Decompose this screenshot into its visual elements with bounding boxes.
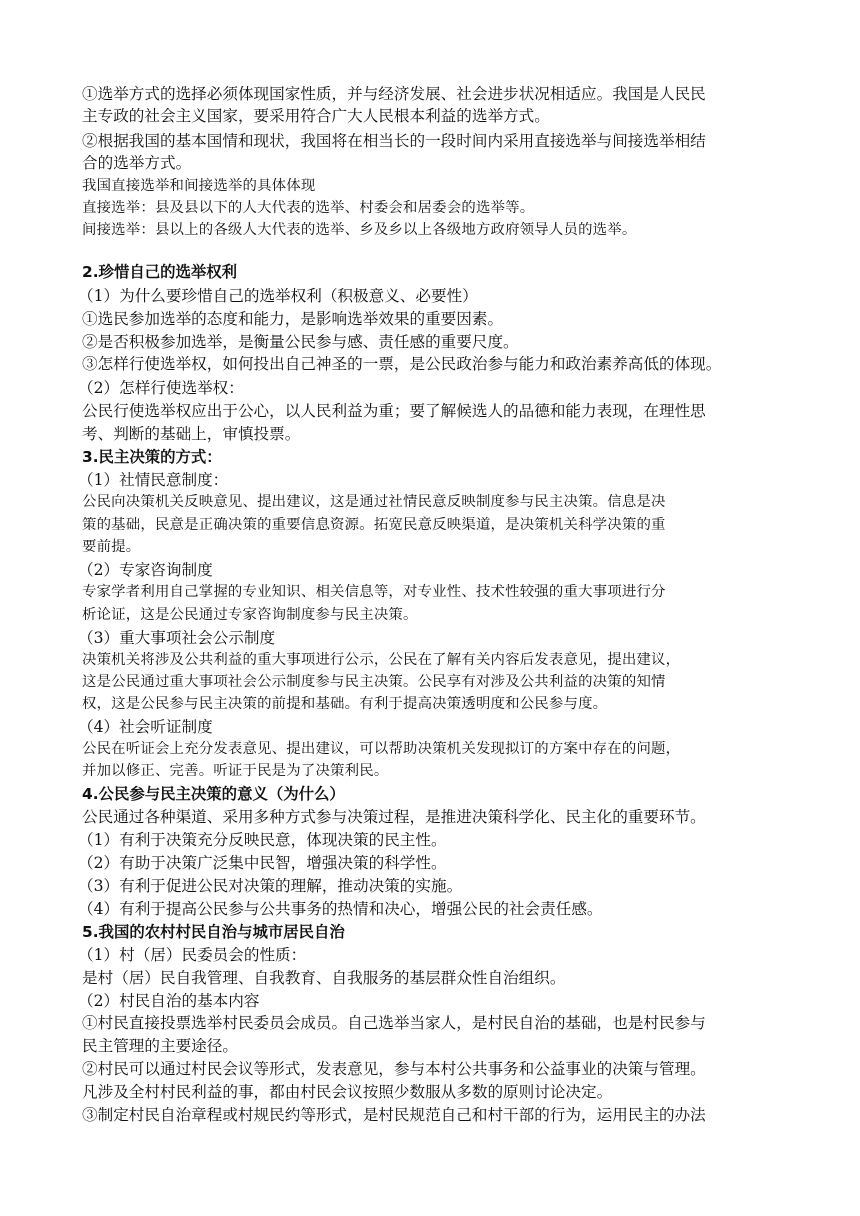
section-heading: 4.公民参与民主决策的意义（为什么） — [82, 785, 345, 803]
section-heading: 3.民主决策的方式： — [82, 448, 222, 466]
text-line: 直接选举：县及县以下的人大代表的选举、村委会和居委会的选举等。 — [82, 200, 535, 216]
text-line: 权，这是公民参与民主决策的前提和基础。有利于提高决策透明度和公民参与度。 — [82, 696, 608, 712]
text-line: 公民通过各种渠道、采用多种方式参与决策过程，是推进决策科学化、民主化的重要环节。 — [82, 808, 706, 826]
text-line: ②村民可以通过村民会议等形式，发表意见，参与本村公共事务和公益事业的决策与管理。 — [82, 1060, 706, 1078]
text-line: 凡涉及全村村民利益的事，都由村民会议按照少数服从多数的原则讨论决定。 — [82, 1083, 613, 1101]
subheading: （2）怎样行使选举权： — [78, 379, 244, 397]
subheading: （4）社会听证制度 — [78, 718, 213, 736]
section-heading: 2.珍惜自己的选举权利 — [82, 263, 238, 281]
text-line: ①村民直接投票选举村民委员会成员。自己选举当家人，是村民自治的基础，也是村民参与 — [82, 1014, 706, 1032]
text-line: ②是否积极参加选举，是衡量公民参与感、责任感的重要尺度。 — [82, 333, 519, 351]
text-line: 间接选举：县以上的各级人大代表的选举、乡及乡以上各级地方政府领导人员的选举。 — [82, 222, 637, 238]
text-line: ①选举方式的选择必须体现国家性质，并与经济发展、社会进步状况相适应。我国是人民民 — [82, 85, 706, 103]
text-line: ③制定村民自治章程或村规民约等形式，是村民规范自己和村干部的行为，运用民主的办法 — [82, 1106, 706, 1124]
text-line: ③怎样行使选举权，如何投出自己神圣的一票，是公民政治参与能力和政治素养高低的体现。 — [82, 355, 722, 373]
text-line: 决策机关将涉及公共利益的重大事项进行公示，公民在了解有关内容后发表意见，提出建议， — [82, 652, 681, 668]
subheading: （1）为什么要珍惜自己的选举权利（积极意义、必要性） — [78, 287, 478, 305]
text-line: 策的基础，民意是正确决策的重要信息资源。拓宽民意反映渠道，是决策机关科学决策的重 — [82, 517, 666, 533]
text-line: 合的选举方式。 — [82, 154, 192, 172]
text-line: 主专政的社会主义国家，要采用符合广大人民根本利益的选举方式。 — [82, 107, 550, 125]
subheading: （2）专家咨询制度 — [78, 561, 213, 579]
subheading: （1）社情民意制度： — [78, 471, 229, 489]
list-item: （2）有助于决策广泛集中民智，增强决策的科学性。 — [78, 854, 447, 872]
text-line: 专家学者利用自己掌握的专业知识、相关信息等，对专业性、技术性较强的重大事项进行分 — [82, 584, 666, 600]
subheading: （2）村民自治的基本内容 — [78, 992, 260, 1010]
text-line: ①选民参加选举的态度和能力，是影响选举效果的重要因素。 — [82, 310, 504, 328]
text-line: 考、判断的基础上，审慎投票。 — [82, 425, 301, 443]
text-line: 公民向决策机关反映意见、提出建议，这是通过社情民意反映制度参与民主决策。信息是决 — [82, 494, 666, 510]
subheading: （3）重大事项社会公示制度 — [78, 629, 276, 647]
text-line: 民主管理的主要途径。 — [82, 1037, 238, 1055]
text-line: 公民在听证会上充分发表意见、提出建议，可以帮助决策机关发现拟订的方案中存在的问题， — [82, 741, 681, 757]
list-item: （1）有利于决策充分反映民意，体现决策的民主性。 — [78, 831, 447, 849]
subheading: （1）村（居）民委员会的性质： — [78, 946, 307, 964]
text-line: 要前提。 — [82, 539, 141, 555]
section-heading: 5.我国的农村村民自治与城市居民自治 — [82, 923, 345, 941]
text-line: 这是公民通过重大事项社会公示制度参与民主决策。公民享有对涉及公共利益的决策的知情 — [82, 674, 666, 690]
list-item: （4）有利于提高公民参与公共事务的热情和决心，增强公民的社会责任感。 — [78, 900, 603, 918]
text-line: ②根据我国的基本国情和现状，我国将在相当长的一段时间内采用直接选举与间接选举相结 — [82, 132, 706, 150]
text-line: 我国直接选举和间接选举的具体体现 — [82, 178, 316, 194]
text-line: 是村（居）民自我管理、自我教育、自我服务的基层群众性自治组织。 — [82, 969, 566, 987]
text-line: 并加以修正、完善。听证于民是为了决策利民。 — [82, 763, 389, 779]
list-item: （3）有利于促进公民对决策的理解，推动决策的实施。 — [78, 877, 463, 895]
text-line: 析论证，这是公民通过专家咨询制度参与民主决策。 — [82, 607, 418, 623]
text-line: 公民行使选举权应出于公心，以人民利益为重；要了解候选人的品德和能力表现，在理性思 — [82, 402, 706, 420]
